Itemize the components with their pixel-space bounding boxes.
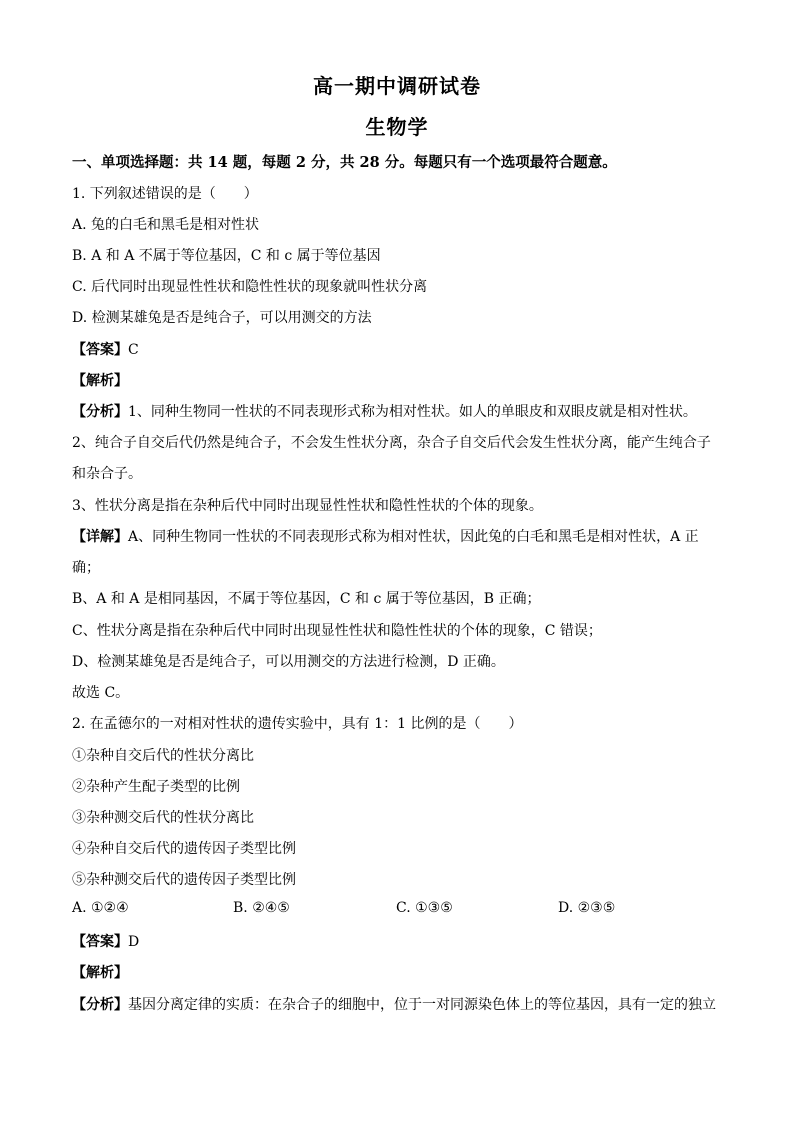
q2-item-2: ②杂种产生配子类型的比例: [72, 779, 240, 795]
section-heading: 一、单项选择题：共 14 题，每题 2 分，共 28 分。每题只有一个选项最符合题意。: [72, 154, 617, 171]
q2-option-c: C. ①③⑤: [396, 900, 453, 916]
fenxi-label: 【分析】: [72, 997, 128, 1013]
q1-point2-line1: 2、纯合子自交后代仍然是纯合子，不会发生性状分离，杂合子自交后代会发生性状分离，能产生纯合子: [72, 435, 711, 451]
q1-point3: 3、性状分离是指在杂种后代中同时出现显性性状和隐性性状的个体的现象。: [72, 498, 543, 514]
q1-stem: 1. 下列叙述错误的是（ ）: [72, 186, 258, 202]
q1-detail-line2: 确；: [72, 560, 100, 576]
answer-value: D: [128, 934, 140, 950]
q1-detail-d: D、检测某雄兔是否是纯合子，可以用测交的方法进行检测，D 正确。: [72, 654, 505, 670]
exam-title: 高一期中调研试卷: [313, 74, 481, 98]
q1-option-a: A. 兔的白毛和黑毛是相对性状: [72, 217, 260, 233]
q2-option-a: A. ①②④: [72, 900, 129, 916]
q1-point2-line2: 和杂合子。: [72, 466, 142, 482]
detail-text: A、同种生物同一性状的不同表现形式称为相对性状，因此兔的白毛和黑毛是相对性状，A 正: [128, 529, 699, 545]
q1-analysis-label: 【解析】: [72, 373, 128, 389]
q2-answer: [72, 931, 139, 951]
detail-label: 【详解】: [72, 529, 128, 545]
q2-item-3: ③杂种测交后代的性状分离比: [72, 810, 254, 826]
q2-analysis-label: 【解析】: [72, 965, 128, 981]
fenxi-text: 1、同种生物同一性状的不同表现形式称为相对性状。如人的单眼皮和双眼皮就是相对性状。: [128, 404, 697, 420]
q1-detail-c: C、性状分离是指在杂种后代中同时出现显性性状和隐性性状的个体的现象，C 错误；: [72, 623, 602, 639]
q1-detail-b: B、A 和 A 是相同基因，不属于等位基因，C 和 c 属于等位基因，B 正确；: [72, 591, 541, 607]
q2-option-b: B. ②④⑤: [233, 900, 290, 916]
q1-fenxi: [72, 401, 697, 421]
fenxi-text: 基因分离定律的实质：在杂合子的细胞中，位于一对同源染色体上的等位基因，具有一定的独立: [128, 997, 716, 1013]
q2-item-4: ④杂种自交后代的遗传因子类型比例: [72, 841, 296, 857]
answer-label: 【答案】: [72, 342, 128, 358]
q1-detail: [72, 526, 699, 546]
q2-stem: 2. 在孟德尔的一对相对性状的遗传实验中，具有 1：1 比例的是（ ）: [72, 716, 523, 732]
q2-option-d: D. ②③⑤: [558, 900, 616, 916]
q1-conclusion: 故选 C。: [72, 685, 130, 701]
q1-option-b: B. A 和 A 不属于等位基因，C 和 c 属于等位基因: [72, 248, 381, 264]
answer-value: C: [128, 342, 139, 358]
fenxi-label: 【分析】: [72, 404, 128, 420]
q2-fenxi: [72, 994, 716, 1014]
q1-option-d: D. 检测某雄兔是否是纯合子，可以用测交的方法: [72, 310, 372, 326]
answer-label: 【答案】: [72, 934, 128, 950]
q2-item-5: ⑤杂种测交后代的遗传因子类型比例: [72, 872, 296, 888]
q1-answer: [72, 339, 139, 359]
subject-title: 生物学: [365, 115, 429, 139]
q2-item-1: ①杂种自交后代的性状分离比: [72, 748, 254, 764]
q1-option-c: C. 后代同时出现显性性状和隐性性状的现象就叫性状分离: [72, 279, 428, 295]
